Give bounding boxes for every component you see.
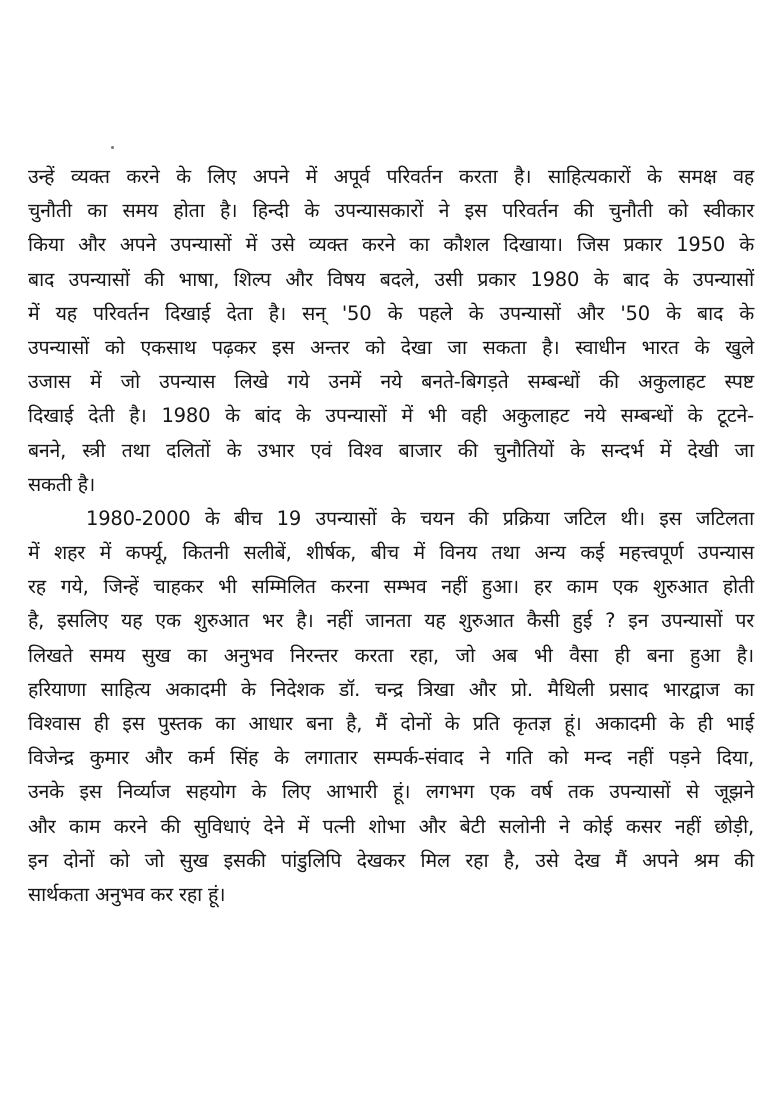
text-line: उनके इस निर्व्याज सहयोग के लिए आभारी हूं। लगभग एक वर्ष तक उपन्यासों से जूझने xyxy=(28,780,754,804)
text-line: और काम करने की सुविधाएं देने में पत्नी शोभा और बेटी सलोनी ने कोई कसर नहीं छोड़ी, xyxy=(28,814,754,838)
text-line: उजास में जो उपन्यास लिखे गये उनमें नये बनते-बिगड़ते सम्बन्धों की अकुलाहट स्पष्ट xyxy=(28,370,754,394)
document-page xyxy=(28,160,754,912)
text-line: सकती है। xyxy=(28,472,96,496)
text-line: रह गये, जिन्हें चाहकर भी सम्मिलित करना सम्भव नहीं हुआ। हर काम एक शुरुआत होती xyxy=(28,575,754,599)
text-line: दिखाई देती है। 1980 के बांद के उपन्यासों में भी वही अकुलाहट नये सम्बन्धों के टूटने- xyxy=(28,404,754,428)
text-line: सार्थकता अनुभव कर रहा हूं। xyxy=(28,882,226,906)
text-line: बनने, स्त्री तथा दलितों के उभार एवं विश्व बाजार की चुनौतियों के सन्दर्भ में देखी जा xyxy=(28,438,754,462)
text-line: उन्हें व्यक्त करने के लिए अपने में अपूर्व परिवर्तन करता है। साहित्यकारों के समक्ष वह xyxy=(28,165,754,188)
text-line: में यह परिवर्तन दिखाई देता है। सन् '50 के पहले के उपन्यासों और '50 के बाद के xyxy=(28,301,754,325)
paragraph-1 xyxy=(28,160,754,502)
text-line: इन दोनों को जो सुख इसकी पांडुलिपि देखकर मिल रहा है, उसे देख मैं अपने श्रम की xyxy=(28,848,754,872)
text-line: उपन्यासों को एकसाथ पढ़कर इस अन्तर को देखा जा सकता है। स्वाधीन भारत के खुले xyxy=(28,335,754,359)
text-line: बाद उपन्यासों की भाषा, शिल्प और विषय बदले, उसी प्रकार 1980 के बाद के उपन्यासों xyxy=(28,267,754,291)
text-line: में शहर में कर्फ्यू, कितनी सलीबें, शीर्षक, बीच में विनय तथा अन्य कई महत्त्वपूर्ण उपन्यास xyxy=(28,541,754,565)
text-line: विजेन्द्र कुमार और कर्म सिंह के लगातार सम्पर्क-संवाद ने गति को मन्द नहीं पड़ने दिया, xyxy=(28,746,754,770)
text-line: लिखते समय सुख का अनुभव निरन्तर करता रहा, जो अब भी वैसा ही बना हुआ है। xyxy=(28,643,754,667)
scan-speck xyxy=(111,146,114,149)
paragraph-2 xyxy=(28,502,754,912)
text-line: विश्वास ही इस पुस्तक का आधार बना है, मैं दोनों के प्रति कृतज्ञ हूं। अकादमी के ही भाई xyxy=(28,712,754,735)
text-line: चुनौती का समय होता है। हिन्दी के उपन्यासकारों ने इस परिवर्तन की चुनौती को स्वीकार xyxy=(28,199,754,223)
text-line: है, इसलिए यह एक शुरुआत भर है। नहीं जानता यह शुरुआत कैसी हुई ? इन उपन्यासों पर xyxy=(28,609,754,633)
text-line: किया और अपने उपन्यासों में उसे व्यक्त करने का कौशल दिखाया। जिस प्रकार 1950 के xyxy=(28,233,754,257)
text-line: 1980-2000 के बीच 19 उपन्यासों के चयन की प्रक्रिया जटिल थी। इस जटिलता xyxy=(86,506,754,530)
text-line: हरियाणा साहित्य अकादमी के निदेशक डॉ. चन्द्र त्रिखा और प्रो. मैथिली प्रसाद भारद्वाज का xyxy=(28,677,754,701)
